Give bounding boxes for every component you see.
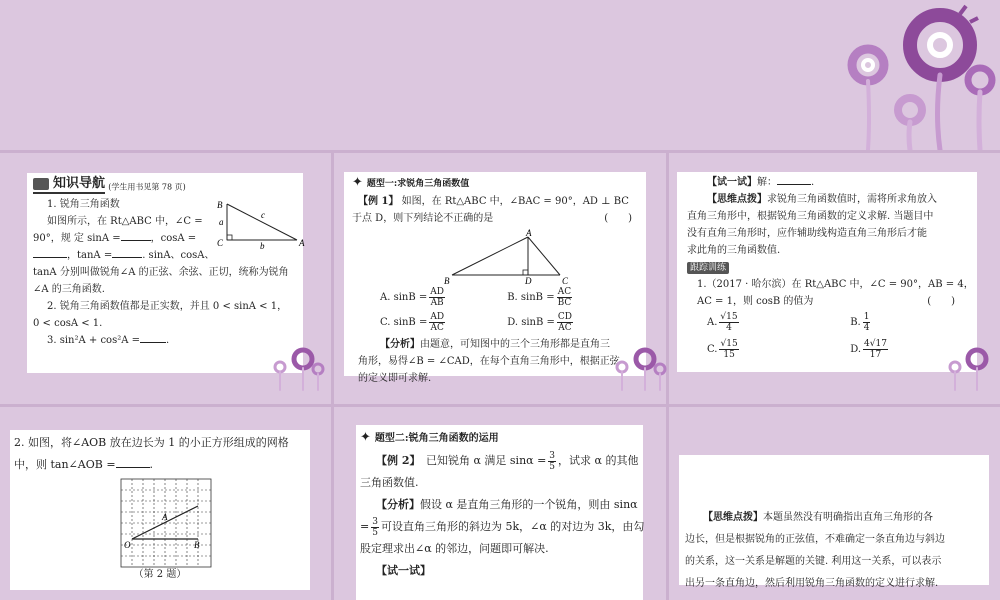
analysis-line: 角形，易得∠B = ∠CAD，在每个直角三角形中，根据正弦 <box>358 356 620 367</box>
analysis-line: 的定义即可求解. <box>358 373 432 384</box>
tip-line: 出另一条直角边，然后利用锐角三角函数的定义进行求解. <box>685 578 939 589</box>
swirl-decoration-icon <box>945 345 1000 390</box>
vertex-label: B <box>444 276 450 286</box>
divider-horizontal <box>0 150 1000 153</box>
text-line: ∠A 的三角函数. <box>33 283 105 295</box>
swirl-decoration-icon <box>840 0 1000 150</box>
section-title: ✦ 题型二:锐角三角函数的运用 <box>360 430 499 445</box>
option-a[interactable]: A. sinB = $\frac{AD}{AB}$ <box>380 287 444 308</box>
vertex-label: C <box>217 237 224 248</box>
panel-question-2 <box>10 430 310 590</box>
star-icon: ✦ <box>360 430 371 445</box>
analysis-line: 【分析】由题意，可知图中的三个三角形都是直角三 <box>380 339 610 350</box>
example-line: 【例 1】 如图，在 Rt△ABC 中，∠BAC = 90°，AD ⊥ BC <box>358 196 629 207</box>
example-line: 三角函数值. <box>360 476 419 489</box>
option-b[interactable]: B. sinB = $\frac{AC}{BC}$ <box>507 287 572 308</box>
knowledge-heading: 知识导航 <box>33 175 105 194</box>
point-label: O <box>124 540 131 550</box>
tip-line: 边长，但是根据锐角的正弦值，不难确定一条直角边与斜边 <box>685 534 945 545</box>
item-2-text: 0 < cosA < 1. <box>33 317 103 329</box>
text-line: ，tanA = . sinA、cosA、 <box>33 247 297 264</box>
tip-line: 求此角的三角函数值. <box>687 245 781 256</box>
text-line: 如图所示，在 Rt△ABC 中，∠C = <box>47 215 203 227</box>
question-line: 2. 如图，将∠AOB 放在边长为 1 的小正方形组成的网格 <box>14 436 289 449</box>
example-line: 于点 D，则下列结论不正确的是 ( ) <box>352 213 632 224</box>
tip-line: 【思维点拨】本题虽然没有明确指出直角三角形的各 <box>703 512 933 523</box>
panel-type-two <box>356 425 643 600</box>
book-icon <box>33 178 49 190</box>
analysis-line: 股定理求出∠α 的邻边，问题即可解决. <box>360 542 549 555</box>
tip-line: 的关系，这一关系是解题的关键. 利用这一关系，可以表示 <box>685 556 942 567</box>
figure-caption: （第 2 题） <box>133 569 187 580</box>
option-b[interactable]: B. $\frac{1}{4}$ <box>850 312 870 333</box>
text-line: tanA 分别叫做锐角∠A 的正弦、余弦、正切，统称为锐角 <box>33 266 289 278</box>
item-3-text: 3. sin²A + cos²A = . <box>47 334 170 346</box>
grid-figure <box>120 478 216 568</box>
options-row <box>687 339 967 360</box>
vertex-label: B <box>217 199 223 210</box>
swirl-decoration-icon <box>610 345 670 390</box>
option-a[interactable]: A. $\frac{√15}{4}$ <box>707 312 738 333</box>
follow-training-badge: 跟踪训练 <box>687 262 729 274</box>
side-label: a <box>219 216 224 227</box>
options-row <box>352 312 638 333</box>
point-label: B <box>194 540 200 550</box>
try-line: 【试一试】解： . <box>707 177 815 188</box>
vertex-label: A <box>299 237 305 248</box>
vertex-label: C <box>562 276 569 286</box>
text-line: 90°，规 定 sinA = ，cosA = <box>33 232 197 244</box>
divider-horizontal <box>0 404 1000 407</box>
tip-line: 【思维点拨】求锐角三角函数值时，需将所求角放入 <box>707 194 937 205</box>
option-c[interactable]: C. $\frac{√15}{15}$ <box>707 339 738 360</box>
point-label: A <box>162 512 168 522</box>
vertex-label: A <box>526 228 532 238</box>
panel-knowledge-guide <box>27 173 303 373</box>
panel-tip <box>679 455 989 589</box>
side-label: c <box>261 209 265 220</box>
side-label: b <box>260 240 265 251</box>
swirl-decoration-icon <box>268 345 328 390</box>
options-row <box>687 312 967 333</box>
item-1-title: 1. 锐角三角函数 <box>47 198 120 210</box>
triangle-figure <box>442 229 572 285</box>
star-icon: ✦ <box>352 175 363 190</box>
question-line: 1.（2017 · 哈尔滨）在 Rt△ABC 中，∠C = 90°，AB = 4， <box>697 279 974 290</box>
option-d[interactable]: D. sinB = $\frac{CD}{AC}$ <box>507 312 572 333</box>
triangle-figure <box>215 200 305 250</box>
analysis-line: 【分析】假设 α 是直角三角形的一个锐角，则由 sinα <box>376 498 638 511</box>
analysis-line: = $\frac{3}{5}$ 可设直角三角形的斜边为 5k，∠α 的对边为 3k，由勾 <box>360 516 645 538</box>
example-line: 【例 2】 已知锐角 α 满足 sinα = $\frac{3}{5}$ ，试求 α 的其他 <box>376 450 639 472</box>
options-row <box>352 287 638 308</box>
try-line: 【试一试】 <box>376 564 431 577</box>
question-line: AC = 1，则 cosB 的值为 ( ) <box>697 296 955 307</box>
follow-badge-row <box>687 259 967 276</box>
panel-type-one <box>344 172 646 384</box>
item-2-text: 2. 锐角三角函数值都是正实数，并且 0 < sinA < 1， <box>47 300 288 312</box>
section-title: ✦ 题型一:求锐角三角函数值 <box>352 175 470 190</box>
option-d[interactable]: D. $\frac{4√17}{17}$ <box>850 339 887 360</box>
option-c[interactable]: C. sinB = $\frac{AD}{AC}$ <box>380 312 445 333</box>
panel-practice <box>677 172 977 372</box>
tip-line: 没有直角三角形时，应作辅助线构造直角三角形后才能 <box>687 228 927 239</box>
panel-header <box>33 175 297 196</box>
question-line: 中，则 tan∠AOB = . <box>14 458 154 471</box>
divider-vertical <box>331 150 334 600</box>
vertex-label: D <box>525 276 532 286</box>
tip-line: 直角三角形中，根据锐角三角函数的定义求解. 当题目中 <box>687 211 934 222</box>
book-reference: (学生用书见第 78 页) <box>108 182 186 192</box>
